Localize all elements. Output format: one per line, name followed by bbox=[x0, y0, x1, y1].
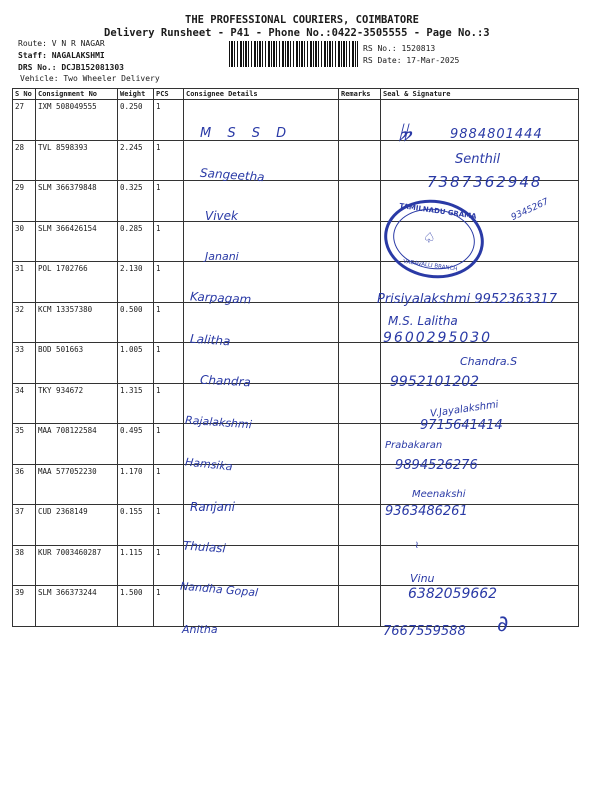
weight-cell: 0.285 bbox=[118, 221, 154, 262]
pcs-cell: 1 bbox=[154, 545, 184, 586]
consignment-cell: TKY 934672 bbox=[36, 383, 118, 424]
rs-date: RS Date: 17-Mar-2025 bbox=[363, 56, 460, 65]
remarks-cell bbox=[339, 545, 381, 586]
remarks-cell bbox=[339, 181, 381, 222]
col-consignment: Consignment No bbox=[36, 89, 118, 100]
sno-cell: 33 bbox=[13, 343, 36, 384]
handwritten-consignee: Janani bbox=[205, 250, 239, 263]
route-label: Route: V N R NAGAR bbox=[18, 39, 105, 48]
pcs-cell: 1 bbox=[154, 586, 184, 627]
weight-cell: 1.005 bbox=[118, 343, 154, 384]
handwritten-signature: Senthil bbox=[455, 152, 501, 167]
handwritten-consignee: Karpagam bbox=[189, 289, 252, 307]
sno-cell: 30 bbox=[13, 221, 36, 262]
handwritten-phone: 9363486261 bbox=[385, 504, 468, 519]
table-row bbox=[13, 505, 579, 546]
consignment-cell: TVL 8598393 bbox=[36, 140, 118, 181]
signature-scrawl: 𝄫 bbox=[398, 122, 412, 147]
handwritten-signature: Prabakaran bbox=[385, 440, 443, 451]
staff-label: Staff: NAGALAKSHMI bbox=[18, 51, 105, 60]
table-row bbox=[13, 464, 579, 505]
remarks-cell bbox=[339, 464, 381, 505]
pcs-cell: 1 bbox=[154, 464, 184, 505]
remarks-cell bbox=[339, 586, 381, 627]
consignment-cell: POL 1702766 bbox=[36, 262, 118, 303]
remarks-cell bbox=[339, 262, 381, 303]
barcode bbox=[229, 41, 358, 67]
handwritten-phone: 9952101202 bbox=[390, 374, 480, 390]
remarks-cell bbox=[339, 140, 381, 181]
col-weight: Weight bbox=[118, 89, 154, 100]
seal-logo-icon: ♤ bbox=[421, 229, 437, 248]
pcs-cell: 1 bbox=[154, 302, 184, 343]
handwritten-signature: Meenakshi bbox=[412, 489, 466, 500]
consignment-cell: IXM 508049555 bbox=[36, 100, 118, 141]
weight-cell: 1.115 bbox=[118, 545, 154, 586]
handwritten-phone: 9345267 bbox=[509, 196, 551, 224]
weight-cell: 2.245 bbox=[118, 140, 154, 181]
pcs-cell: 1 bbox=[154, 140, 184, 181]
consignment-cell: CUD 2368149 bbox=[36, 505, 118, 546]
consignment-cell: SLM 366373244 bbox=[36, 586, 118, 627]
weight-cell: 0.500 bbox=[118, 302, 154, 343]
sno-cell: 35 bbox=[13, 424, 36, 465]
sno-cell: 38 bbox=[13, 545, 36, 586]
vehicle-label: Vehicle: Two Wheeler Delivery bbox=[20, 74, 160, 83]
consignment-cell: MAA 577052230 bbox=[36, 464, 118, 505]
pcs-cell: 1 bbox=[154, 181, 184, 222]
pcs-cell: 1 bbox=[154, 100, 184, 141]
pcs-cell: 1 bbox=[154, 262, 184, 303]
remarks-cell bbox=[339, 424, 381, 465]
pcs-cell: 1 bbox=[154, 383, 184, 424]
sno-cell: 36 bbox=[13, 464, 36, 505]
handwritten-phone: 9600295030 bbox=[383, 330, 493, 346]
sno-cell: 31 bbox=[13, 262, 36, 303]
weight-cell: 1.170 bbox=[118, 464, 154, 505]
sno-cell: 27 bbox=[13, 100, 36, 141]
handwritten-consignee: Vivek bbox=[205, 209, 238, 223]
consignment-cell: KCM 13357380 bbox=[36, 302, 118, 343]
handwritten-consignee: Hamsika bbox=[184, 455, 234, 474]
pcs-cell: 1 bbox=[154, 424, 184, 465]
handwritten-phone: 7387362948 bbox=[427, 173, 543, 191]
remarks-cell bbox=[339, 302, 381, 343]
table-header-row bbox=[13, 89, 579, 100]
pcs-cell: 1 bbox=[154, 221, 184, 262]
weight-cell: 1.315 bbox=[118, 383, 154, 424]
handwritten-consignee: M S S D bbox=[200, 126, 293, 141]
col-sno: S No bbox=[13, 89, 36, 100]
handwritten-consignee: Lalitha bbox=[189, 331, 231, 349]
handwritten-phone: 9715641414 bbox=[420, 418, 503, 433]
remarks-cell bbox=[339, 343, 381, 384]
handwritten-phone: 6382059662 bbox=[408, 586, 498, 602]
handwritten-signature: Vinu bbox=[410, 572, 435, 585]
weight-cell: 1.500 bbox=[118, 586, 154, 627]
runsheet-subtitle: Delivery Runsheet - P41 - Phone No.:0422-3505555 - Page No.:3 bbox=[104, 27, 490, 39]
handwritten-phone: 7667559588 bbox=[383, 624, 466, 639]
rs-number: RS No.: 1520813 bbox=[363, 44, 436, 53]
drs-number: DRS No.: DCJB152081303 bbox=[18, 63, 124, 72]
seal-stamp: TAMILNADU GRAMA ♤ VADAVALLI BRANCH bbox=[379, 193, 489, 284]
handwritten-consignee: Chandra bbox=[199, 372, 252, 390]
weight-cell: 0.155 bbox=[118, 505, 154, 546]
remarks-cell bbox=[339, 221, 381, 262]
pcs-cell: 1 bbox=[154, 505, 184, 546]
handwritten-signature: V.Jayalakshmi bbox=[429, 399, 500, 420]
consignment-cell: SLM 366379848 bbox=[36, 181, 118, 222]
handwritten-phone: 9884801444 bbox=[450, 127, 543, 142]
weight-cell: 0.250 bbox=[118, 100, 154, 141]
signature-scrawl: ≀ bbox=[415, 540, 419, 551]
weight-cell: 0.495 bbox=[118, 424, 154, 465]
handwritten-signature: Chandra.S bbox=[460, 355, 518, 368]
col-remarks: Remarks bbox=[339, 89, 381, 100]
handwritten-signature: Prisiyalakshmi 9952363317 bbox=[377, 292, 558, 307]
handwritten-signature: M.S. Lalitha bbox=[388, 314, 458, 328]
handwritten-consignee: Sangeetha bbox=[199, 165, 266, 185]
remarks-cell bbox=[339, 383, 381, 424]
handwritten-consignee: Anitha bbox=[182, 623, 218, 636]
table-row bbox=[13, 302, 579, 343]
consignment-cell: BOD 501663 bbox=[36, 343, 118, 384]
table-row bbox=[13, 545, 579, 586]
sno-cell: 34 bbox=[13, 383, 36, 424]
signature-scrawl: ∂ bbox=[497, 612, 509, 637]
table-row bbox=[13, 221, 579, 262]
remarks-cell bbox=[339, 100, 381, 141]
sno-cell: 29 bbox=[13, 181, 36, 222]
sno-cell: 39 bbox=[13, 586, 36, 627]
handwritten-consignee: Ranjani bbox=[190, 500, 235, 514]
handwritten-consignee: Rajalakshmi bbox=[184, 413, 253, 432]
handwritten-consignee: Thulasi bbox=[182, 538, 227, 556]
col-pcs: PCS bbox=[154, 89, 184, 100]
company-title: THE PROFESSIONAL COURIERS, COIMBATORE bbox=[185, 14, 419, 26]
consignment-cell: MAA 708122584 bbox=[36, 424, 118, 465]
handwritten-phone: 9894526276 bbox=[395, 458, 478, 473]
col-seal-signature: Seal & Signature bbox=[381, 89, 579, 100]
sno-cell: 28 bbox=[13, 140, 36, 181]
weight-cell: 0.325 bbox=[118, 181, 154, 222]
sno-cell: 37 bbox=[13, 505, 36, 546]
col-consignee: Consignee Details bbox=[184, 89, 339, 100]
remarks-cell bbox=[339, 505, 381, 546]
consignment-cell: KUR 7003460287 bbox=[36, 545, 118, 586]
handwritten-consignee: Nandha Gopal bbox=[179, 579, 259, 600]
sno-cell: 32 bbox=[13, 302, 36, 343]
consignment-cell: SLM 366426154 bbox=[36, 221, 118, 262]
weight-cell: 2.130 bbox=[118, 262, 154, 303]
pcs-cell: 1 bbox=[154, 343, 184, 384]
